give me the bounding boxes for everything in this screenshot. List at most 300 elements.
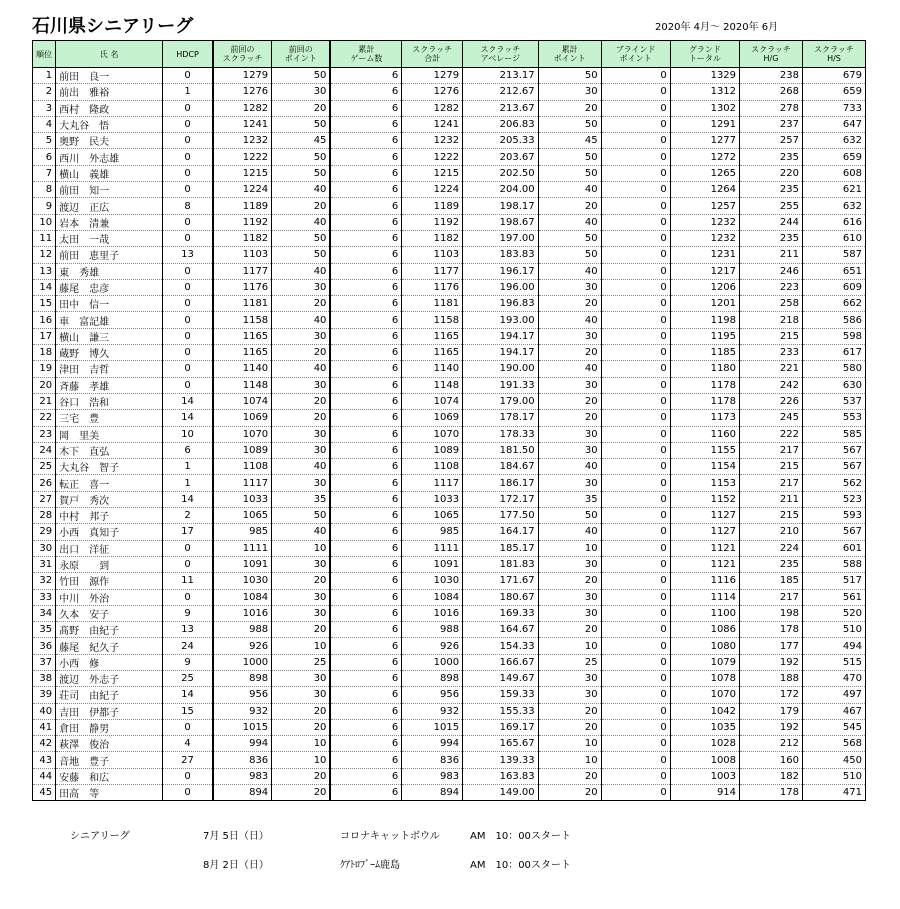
cell-games: 6 [330,133,401,149]
cell-total-points: 20 [538,198,601,214]
cell-grand-total: 1008 [670,752,739,768]
cell-blind-points: 0 [601,116,670,132]
cell-grand-total: 1231 [670,247,739,263]
cell-prev-scratch: 1015 [213,719,272,735]
cell-blind-points: 0 [601,247,670,263]
table-header-row [33,41,866,68]
cell-games: 6 [330,524,401,540]
cell-name: 久本 安子 [56,605,163,621]
cell-scratch-total: 956 [402,687,463,703]
cell-prev-scratch: 1282 [213,100,272,116]
cell-blind-points: 0 [601,377,670,393]
table-row [33,508,866,524]
cell-grand-total: 1154 [670,459,739,475]
cell-hdcp: 0 [163,719,213,735]
table-row [33,198,866,214]
cell-hdcp: 27 [163,752,213,768]
cell-name: 竹田 源作 [56,573,163,589]
cell-scratch-hg: 218 [740,312,803,328]
cell-total-points: 20 [538,296,601,312]
table-row [33,296,866,312]
cell-grand-total: 1180 [670,361,739,377]
cell-games: 6 [330,345,401,361]
cell-scratch-average: 191.33 [463,377,539,393]
cell-games: 6 [330,736,401,752]
cell-scratch-hs: 561 [802,589,865,605]
cell-games: 6 [330,410,401,426]
cell-prev-scratch: 1103 [213,247,272,263]
cell-prev-scratch: 926 [213,638,272,654]
table-row [33,736,866,752]
cell-rank: 34 [33,605,56,621]
table-row [33,442,866,458]
cell-grand-total: 1114 [670,589,739,605]
table-row [33,182,866,198]
cell-total-points: 10 [538,752,601,768]
cell-grand-total: 1291 [670,116,739,132]
cell-games: 6 [330,442,401,458]
cell-prev-scratch: 956 [213,687,272,703]
cell-total-points: 20 [538,768,601,784]
cell-grand-total: 1272 [670,149,739,165]
cell-prev-scratch: 988 [213,622,272,638]
cell-scratch-total: 926 [402,638,463,654]
cell-scratch-total: 1070 [402,426,463,442]
cell-scratch-total: 1224 [402,182,463,198]
cell-rank: 39 [33,687,56,703]
cell-total-points: 40 [538,361,601,377]
cell-scratch-total: 1000 [402,654,463,670]
cell-games: 6 [330,589,401,605]
cell-total-points: 30 [538,605,601,621]
cell-scratch-hg: 198 [740,605,803,621]
cell-scratch-total: 1108 [402,459,463,475]
cell-rank: 32 [33,573,56,589]
cell-rank: 19 [33,361,56,377]
cell-scratch-hg: 257 [740,133,803,149]
cell-scratch-hs: 586 [802,312,865,328]
cell-blind-points: 0 [601,296,670,312]
cell-scratch-total: 1189 [402,198,463,214]
cell-name: 永原 到 [56,556,163,572]
cell-prev-scratch: 1177 [213,263,272,279]
cell-name: 大丸谷 智子 [56,459,163,475]
cell-rank: 14 [33,279,56,295]
cell-scratch-hs: 515 [802,654,865,670]
cell-scratch-hs: 545 [802,719,865,735]
cell-hdcp: 0 [163,100,213,116]
cell-grand-total: 1078 [670,670,739,686]
cell-scratch-hs: 567 [802,459,865,475]
cell-scratch-hg: 245 [740,410,803,426]
cell-grand-total: 1185 [670,345,739,361]
table-row [33,84,866,100]
cell-games: 6 [330,279,401,295]
footer-league-label: シニアリーグ [70,831,130,842]
cell-name: 斉藤 孝雄 [56,377,163,393]
cell-scratch-total: 1158 [402,312,463,328]
cell-scratch-total: 1069 [402,410,463,426]
cell-rank: 10 [33,214,56,230]
cell-grand-total: 1173 [670,410,739,426]
cell-hdcp: 14 [163,410,213,426]
cell-scratch-hs: 471 [802,785,865,801]
table-row [33,263,866,279]
cell-prev-scratch: 1069 [213,410,272,426]
cell-blind-points: 0 [601,638,670,654]
cell-blind-points: 0 [601,133,670,149]
cell-scratch-hg: 223 [740,279,803,295]
cell-blind-points: 0 [601,410,670,426]
cell-grand-total: 1042 [670,703,739,719]
cell-name: 出口 洋征 [56,540,163,556]
cell-total-points: 50 [538,508,601,524]
cell-hdcp: 13 [163,247,213,263]
cell-name: 田高 等 [56,785,163,801]
cell-hdcp: 0 [163,68,213,84]
cell-scratch-average: 163.83 [463,768,539,784]
cell-rank: 26 [33,475,56,491]
cell-scratch-average: 159.33 [463,687,539,703]
cell-scratch-average: 155.33 [463,703,539,719]
table-row [33,638,866,654]
cell-scratch-hs: 467 [802,703,865,719]
cell-scratch-hg: 221 [740,361,803,377]
table-row [33,230,866,246]
cell-blind-points: 0 [601,703,670,719]
cell-total-points: 30 [538,84,601,100]
cell-scratch-hg: 178 [740,622,803,638]
cell-scratch-total: 1282 [402,100,463,116]
cell-rank: 41 [33,719,56,735]
cell-prev-points: 20 [272,573,331,589]
cell-games: 6 [330,149,401,165]
table-row [33,703,866,719]
cell-total-points: 30 [538,670,601,686]
cell-scratch-hg: 217 [740,589,803,605]
cell-total-points: 50 [538,116,601,132]
cell-scratch-total: 1084 [402,589,463,605]
cell-games: 6 [330,573,401,589]
cell-games: 6 [330,459,401,475]
cell-prev-scratch: 1222 [213,149,272,165]
cell-blind-points: 0 [601,654,670,670]
cell-scratch-hg: 182 [740,768,803,784]
cell-prev-points: 30 [272,328,331,344]
cell-prev-scratch: 1224 [213,182,272,198]
cell-total-points: 25 [538,654,601,670]
cell-total-points: 40 [538,312,601,328]
cell-rank: 24 [33,442,56,458]
cell-blind-points: 0 [601,524,670,540]
table-row [33,768,866,784]
cell-scratch-hs: 587 [802,247,865,263]
cell-grand-total: 1070 [670,687,739,703]
cell-games: 6 [330,182,401,198]
cell-prev-scratch: 1117 [213,475,272,491]
header-name: 氏 名 [56,41,163,68]
cell-grand-total: 1302 [670,100,739,116]
cell-prev-scratch: 1140 [213,361,272,377]
table-row [33,68,866,84]
cell-scratch-average: 190.00 [463,361,539,377]
cell-prev-scratch: 1241 [213,116,272,132]
cell-hdcp: 0 [163,279,213,295]
cell-scratch-hg: 217 [740,475,803,491]
cell-name: 渡辺 外志子 [56,670,163,686]
cell-blind-points: 0 [601,442,670,458]
cell-blind-points: 0 [601,556,670,572]
cell-total-points: 20 [538,345,601,361]
cell-blind-points: 0 [601,361,670,377]
cell-prev-points: 20 [272,703,331,719]
cell-rank: 11 [33,230,56,246]
cell-scratch-hg: 235 [740,230,803,246]
cell-scratch-hg: 177 [740,638,803,654]
table-row [33,377,866,393]
cell-hdcp: 0 [163,133,213,149]
cell-blind-points: 0 [601,84,670,100]
schedule-2-venue: ｸｱﾄﾛﾌﾞｰﾑ鹿島 [340,860,400,871]
cell-total-points: 30 [538,377,601,393]
cell-scratch-average: 169.33 [463,605,539,621]
cell-grand-total: 1312 [670,84,739,100]
cell-prev-points: 20 [272,296,331,312]
cell-hdcp: 14 [163,393,213,409]
cell-prev-points: 20 [272,393,331,409]
cell-grand-total: 1206 [670,279,739,295]
cell-scratch-average: 196.83 [463,296,539,312]
cell-prev-points: 10 [272,540,331,556]
cell-grand-total: 1265 [670,165,739,181]
cell-total-points: 30 [538,687,601,703]
cell-prev-scratch: 894 [213,785,272,801]
header-prev-scratch: 前回の スクラッチ [213,41,272,68]
cell-prev-scratch: 983 [213,768,272,784]
cell-scratch-hg: 211 [740,247,803,263]
page-title: 石川県シニアリーグ [32,16,194,37]
cell-blind-points: 0 [601,589,670,605]
cell-prev-scratch: 1181 [213,296,272,312]
cell-rank: 13 [33,263,56,279]
cell-prev-scratch: 1108 [213,459,272,475]
cell-rank: 15 [33,296,56,312]
cell-rank: 31 [33,556,56,572]
cell-scratch-total: 985 [402,524,463,540]
cell-scratch-hs: 610 [802,230,865,246]
table-row [33,410,866,426]
table-row [33,491,866,507]
cell-scratch-average: 184.67 [463,459,539,475]
cell-total-points: 30 [538,328,601,344]
cell-rank: 28 [33,508,56,524]
header-grand-total: グランド トータル [670,41,739,68]
cell-games: 6 [330,654,401,670]
cell-scratch-hg: 178 [740,785,803,801]
cell-grand-total: 1257 [670,198,739,214]
cell-total-points: 50 [538,230,601,246]
cell-grand-total: 1155 [670,442,739,458]
cell-scratch-hs: 510 [802,768,865,784]
cell-scratch-hg: 188 [740,670,803,686]
cell-scratch-total: 1074 [402,393,463,409]
cell-hdcp: 0 [163,785,213,801]
cell-grand-total: 1086 [670,622,739,638]
table-row [33,785,866,801]
cell-scratch-total: 1181 [402,296,463,312]
cell-name: 髙野 由紀子 [56,622,163,638]
cell-scratch-total: 1117 [402,475,463,491]
header-blind-points: ブラインド ポイント [601,41,670,68]
cell-games: 6 [330,377,401,393]
cell-grand-total: 1264 [670,182,739,198]
cell-scratch-hg: 235 [740,149,803,165]
cell-prev-points: 30 [272,475,331,491]
cell-scratch-average: 212.67 [463,84,539,100]
cell-hdcp: 25 [163,670,213,686]
cell-games: 6 [330,719,401,735]
table-row [33,328,866,344]
cell-prev-scratch: 1192 [213,214,272,230]
header-total-points: 累計 ポイント [538,41,601,68]
cell-rank: 25 [33,459,56,475]
cell-name: 東 秀雄 [56,263,163,279]
cell-name: 車 富記雄 [56,312,163,328]
cell-prev-scratch: 1176 [213,279,272,295]
cell-scratch-hs: 659 [802,149,865,165]
table-row [33,247,866,263]
cell-scratch-total: 1148 [402,377,463,393]
cell-games: 6 [330,491,401,507]
cell-scratch-hs: 567 [802,524,865,540]
cell-grand-total: 1232 [670,230,739,246]
cell-name: 中川 外治 [56,589,163,605]
cell-rank: 9 [33,198,56,214]
cell-prev-scratch: 1189 [213,198,272,214]
cell-total-points: 30 [538,589,601,605]
cell-blind-points: 0 [601,345,670,361]
cell-prev-points: 30 [272,670,331,686]
cell-scratch-hs: 537 [802,393,865,409]
cell-rank: 44 [33,768,56,784]
cell-rank: 3 [33,100,56,116]
cell-hdcp: 17 [163,524,213,540]
cell-grand-total: 1127 [670,508,739,524]
table-row [33,165,866,181]
cell-blind-points: 0 [601,328,670,344]
cell-name: 蔵野 博久 [56,345,163,361]
cell-hdcp: 0 [163,768,213,784]
cell-prev-points: 20 [272,410,331,426]
cell-scratch-average: 196.00 [463,279,539,295]
cell-rank: 42 [33,736,56,752]
cell-scratch-average: 172.17 [463,491,539,507]
cell-blind-points: 0 [601,508,670,524]
cell-scratch-total: 1111 [402,540,463,556]
cell-scratch-average: 180.67 [463,589,539,605]
cell-rank: 17 [33,328,56,344]
cell-grand-total: 1127 [670,524,739,540]
cell-blind-points: 0 [601,687,670,703]
cell-prev-scratch: 1074 [213,393,272,409]
cell-scratch-hs: 662 [802,296,865,312]
cell-scratch-total: 1091 [402,556,463,572]
cell-scratch-hg: 212 [740,736,803,752]
cell-scratch-average: 177.50 [463,508,539,524]
cell-scratch-total: 1065 [402,508,463,524]
cell-grand-total: 1201 [670,296,739,312]
cell-blind-points: 0 [601,165,670,181]
cell-scratch-hg: 246 [740,263,803,279]
table-row [33,573,866,589]
cell-grand-total: 1035 [670,719,739,735]
cell-prev-scratch: 1033 [213,491,272,507]
cell-scratch-hs: 632 [802,133,865,149]
schedule-2-date: 8月 2日（日） [203,860,269,871]
cell-prev-points: 20 [272,198,331,214]
cell-name: 木下 直弘 [56,442,163,458]
cell-prev-scratch: 1111 [213,540,272,556]
cell-blind-points: 0 [601,670,670,686]
cell-scratch-total: 1222 [402,149,463,165]
cell-blind-points: 0 [601,100,670,116]
cell-scratch-hg: 179 [740,703,803,719]
cell-total-points: 35 [538,491,601,507]
cell-total-points: 10 [538,540,601,556]
cell-scratch-total: 1182 [402,230,463,246]
cell-prev-points: 20 [272,785,331,801]
cell-total-points: 20 [538,410,601,426]
cell-games: 6 [330,361,401,377]
cell-scratch-total: 1030 [402,573,463,589]
cell-scratch-hg: 172 [740,687,803,703]
cell-name: 前田 恵里子 [56,247,163,263]
cell-grand-total: 1277 [670,133,739,149]
cell-prev-points: 40 [272,214,331,230]
cell-grand-total: 1116 [670,573,739,589]
cell-rank: 8 [33,182,56,198]
cell-total-points: 30 [538,475,601,491]
cell-blind-points: 0 [601,68,670,84]
cell-prev-points: 40 [272,524,331,540]
cell-prev-points: 20 [272,345,331,361]
cell-scratch-hs: 567 [802,442,865,458]
cell-scratch-hg: 224 [740,540,803,556]
cell-scratch-average: 186.17 [463,475,539,491]
table-row [33,605,866,621]
cell-games: 6 [330,475,401,491]
cell-prev-scratch: 1215 [213,165,272,181]
cell-name: 西村 隆政 [56,100,163,116]
cell-scratch-hg: 211 [740,491,803,507]
table-row [33,393,866,409]
cell-rank: 38 [33,670,56,686]
cell-name: 萩澤 俊治 [56,736,163,752]
cell-scratch-total: 1089 [402,442,463,458]
cell-hdcp: 0 [163,182,213,198]
cell-games: 6 [330,100,401,116]
table-row [33,719,866,735]
cell-games: 6 [330,230,401,246]
cell-scratch-hs: 679 [802,68,865,84]
cell-blind-points: 0 [601,605,670,621]
cell-rank: 33 [33,589,56,605]
period-label: 2020年 4月～ 2020年 6月 [655,22,779,33]
cell-scratch-average: 179.00 [463,393,539,409]
cell-scratch-hg: 210 [740,524,803,540]
cell-name: 太田 一哉 [56,230,163,246]
cell-prev-points: 50 [272,247,331,263]
